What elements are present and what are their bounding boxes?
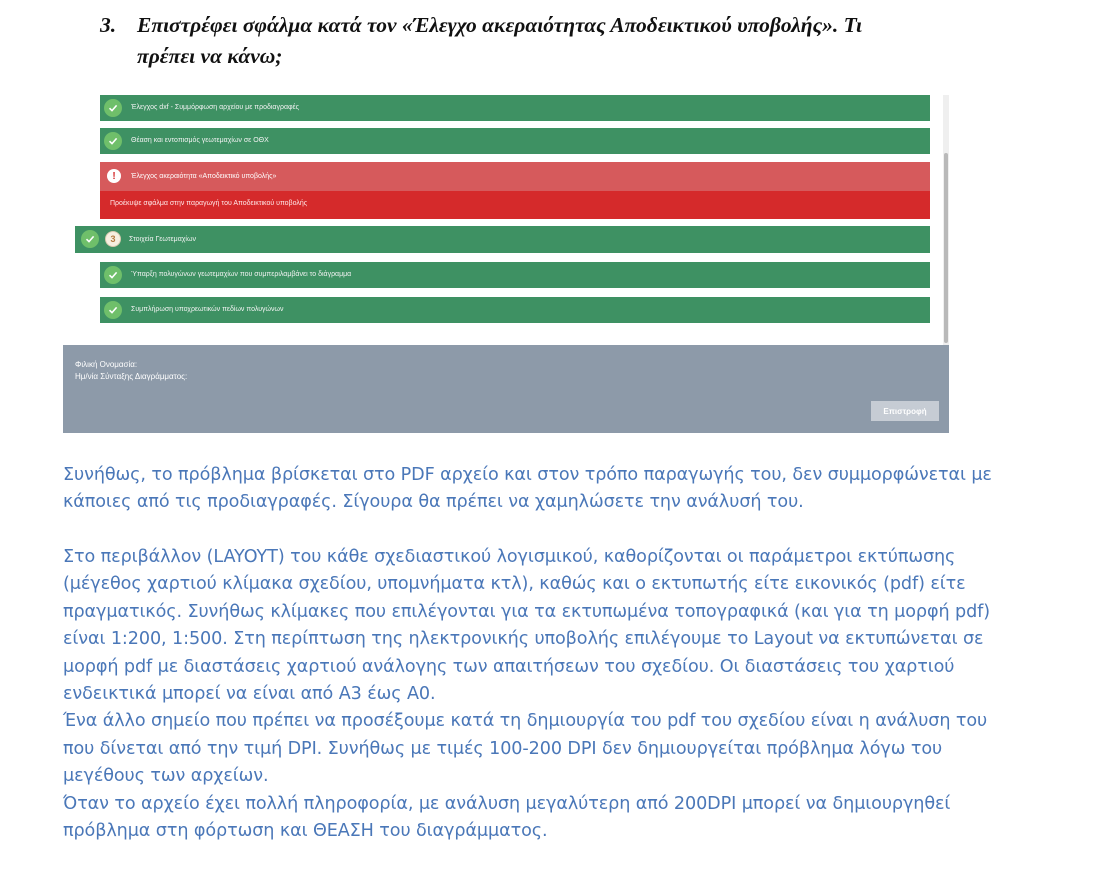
friendly-name-label: Φιλική Ονομασία: [75,360,138,369]
scrollbar-thumb[interactable] [944,153,948,343]
question-number: 3. [100,13,117,37]
paragraph-line: πραγματικός. Συνήθως κλίμακες που επιλέγονται για τα εκτυπωμένα τοπογραφικά (και για τη μορφή pdf) [63,601,990,622]
question-line-2: πρέπει να κάνω; [137,44,283,68]
question-text [137,10,1060,72]
check-icon [104,266,122,284]
step-required-fields[interactable] [100,297,930,323]
step-view-parcels[interactable] [100,128,930,154]
check-icon [104,301,122,319]
paragraph-line: μεγέθους των αρχείων. [63,766,269,787]
paragraph-line: πρόβλημα στη φόρτωση και ΘΕΑΣΗ του διαγράμματος. [63,821,548,842]
paragraph-line: κάποιες από τις προδιαγραφές. Σίγουρα θα πρέπει να χαμηλώσετε την ανάλυσή του. [63,492,804,513]
error-message: Προέκυψε σφάλμα στην παραγωγή του Αποδεικτικού υποβολής [110,200,308,207]
step-label: Έλεγχος dxf - Συμμόρφωση αρχείου με προδιαγραφές [131,104,300,111]
error-icon: ! [107,169,121,183]
paragraph-line: Ένα άλλο σημείο που πρέπει να προσέξουμε κατά τη δημιουργία του pdf του σχεδίου είναι η ανάλυση του [63,711,988,732]
step-dxf-check[interactable] [100,95,930,121]
step-label: Θέαση και εντοπισμός γεωτεμαχίων σε ΟΘΧ [131,137,269,144]
question-line-1: Επιστρέφει σφάλμα κατά τον «Έλεγχο ακεραιότητας Αποδεικτικού υποβολής». Τι [137,13,862,37]
paragraph-line: Στο περιβάλλον (LAYOYT) του κάθε σχεδιαστικού λογισμικού, καθορίζονται οι παράμετροι εκτύπωσης [63,547,956,567]
paragraph-1 [63,462,1063,517]
question-heading [100,10,1060,72]
step-parcel-data[interactable] [75,226,930,253]
step-label: Έλεγχος ακεραιότητα «Αποδεικτικό υποβολής» [131,173,277,180]
step-label: Ύπαρξη πολυγώνων γεωτεμαχίων που συμπεριλαμβάνει το διάγραμμα [131,271,352,278]
date-label: Ημ/νία Σύνταξης Διαγράμματος: [75,372,188,381]
check-icon [104,132,122,150]
check-icon [104,99,122,117]
step-label: Συμπλήρωση υποχρεωτικών πεδίων πολυγώνων [131,306,284,313]
paragraph-line: είναι 1:200, 1:500. Στη περίπτωση της ηλεκτρονικής υποβολής επιλέγουμε το Layout να εκτυπώνεται σε [63,629,984,650]
step-parcel-polygons[interactable] [100,262,930,288]
step-integrity-check-error[interactable] [100,162,930,219]
embedded-screenshot [63,93,949,433]
back-button[interactable]: Επιστροφή [871,401,939,421]
diagram-info-footer [63,345,949,433]
paragraph-2 [63,544,1063,845]
step-label: Στοιχεία Γεωτεμαχίων [129,236,196,243]
error-step-header [100,162,930,191]
paragraph-line: Συνήθως, το πρόβλημα βρίσκεται στο PDF αρχείο και στον τρόπο παραγωγής του, δεν συμμορφώνεται με [63,465,992,485]
step-number-badge: 3 [105,231,121,247]
paragraph-line: (μέγεθος χαρτιού κλίμακα σχεδίου, υπομνήματα κτλ), καθώς και ο εκτυπωτής είτε εικονικός (pdf) είτε [63,574,966,595]
paragraph-line: ενδεικτικά μπορεί να είναι από Α3 έως Α0. [63,684,436,705]
check-icon [81,230,99,248]
paragraph-line: Όταν το αρχείο έχει πολλή πληροφορία, με ανάλυση μεγαλύτερη από 200DPI μπορεί να δημιουργηθεί [63,793,951,814]
paragraph-line: που δίνεται από την τιμή DPI. Συνήθως με τιμές 100-200 DPI δεν δημιουργείται πρόβλημα λόγω του [63,738,943,759]
paragraph-line: μορφή pdf με διαστάσεις χαρτιού ανάλογης των απαιτήσεων του σχεδίου. Οι διαστάσεις του χαρτιού [63,656,955,677]
